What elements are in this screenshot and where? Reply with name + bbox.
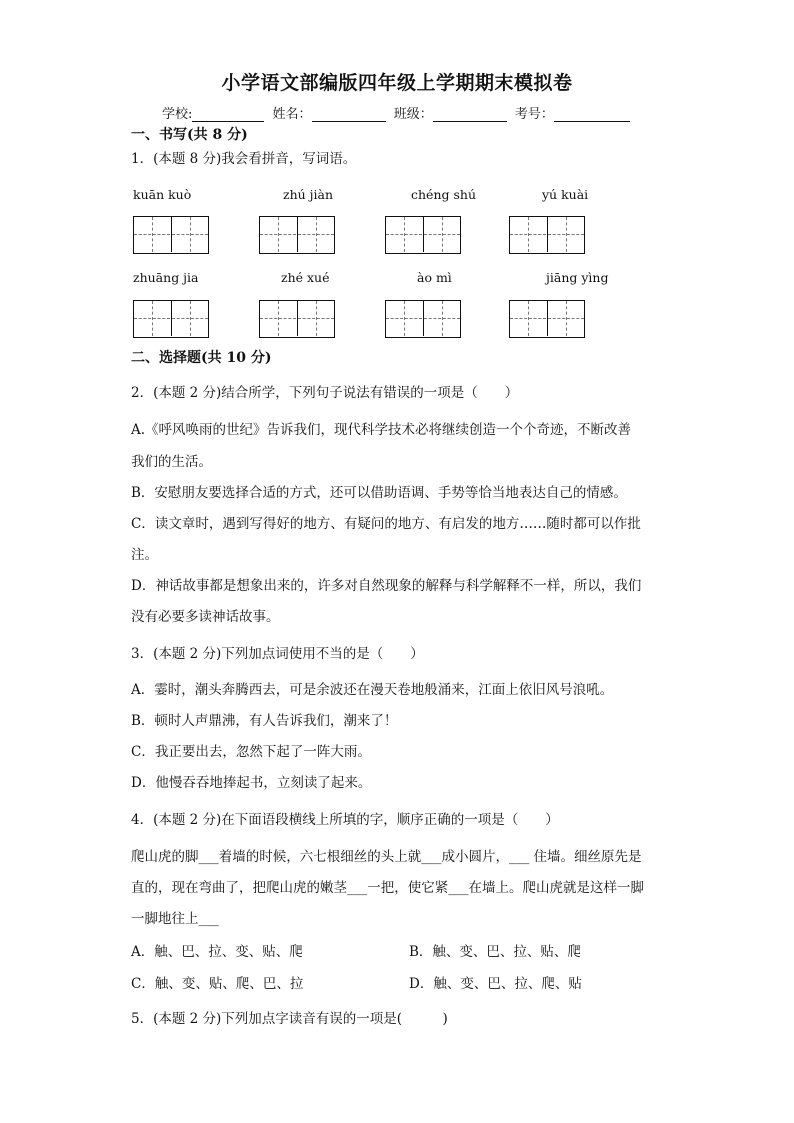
question-4-option-d[interactable]: D．触、变、巴、拉、爬、贴 — [409, 976, 582, 992]
pinyin-7: ào mì — [417, 270, 452, 285]
question-3-option-c[interactable]: C．我正要出去，忽然下起了一阵大雨。 — [131, 744, 371, 760]
id-label: 考号： — [514, 107, 554, 122]
name-blank — [312, 107, 386, 122]
pinyin-6: zhé xué — [281, 270, 330, 285]
question-4-passage-line-3: 一脚地往上___ — [131, 911, 219, 927]
question-3-option-d[interactable]: D．他慢吞吞地捧起书，立刻读了起来。 — [131, 775, 372, 791]
class-label: 班级： — [393, 107, 433, 122]
pinyin-3: chéng shú — [411, 187, 476, 202]
writing-box-2[interactable] — [259, 216, 335, 254]
writing-box-5[interactable] — [133, 300, 209, 338]
question-2-option-a[interactable]: A.《呼风唤雨的世纪》告诉我们，现代科学技术必将继续创造一个个奇迹，不断改善 — [131, 422, 632, 438]
school-label: 学校: — [162, 107, 193, 122]
name-label: 姓名： — [272, 107, 312, 122]
page-title: 小学语文部编版四年级上学期期末模拟卷 — [221, 72, 573, 94]
question-2-option-d-cont: 没有必要多读神话故事。 — [131, 609, 280, 625]
question-2-option-a-cont: 我们的生活。 — [131, 454, 212, 470]
pinyin-2: zhú jiàn — [283, 187, 334, 202]
student-info-line — [162, 103, 634, 122]
question-1-stem: 1．(本题 8 分)我会看拼音，写词语。 — [131, 151, 357, 167]
question-4-option-a[interactable]: A．触、巴、拉、变、贴、爬 — [131, 944, 303, 960]
question-3-option-a[interactable]: A．霎时，潮头奔腾西去，可是余波还在漫天卷地般涌来，江面上依旧风号浪吼。 — [131, 682, 614, 698]
section-1-heading: 一、书写(共 8 分) — [131, 127, 248, 143]
writing-box-6[interactable] — [259, 300, 335, 338]
question-5-stem: 5．(本题 2 分)下列加点字读音有误的一项是( ) — [131, 1011, 448, 1027]
pinyin-5: zhuāng jia — [133, 270, 199, 285]
writing-box-7[interactable] — [385, 300, 461, 338]
question-2-stem: 2．(本题 2 分)结合所学，下列句子说法有错误的一项是（ ） — [131, 385, 519, 401]
class-blank — [433, 107, 507, 122]
question-2-option-c-cont: 注。 — [131, 547, 158, 563]
question-4-stem: 4．(本题 2 分)在下面语段横线上所填的字，顺序正确的一项是（ ） — [131, 812, 559, 828]
question-4-option-c[interactable]: C．触、变、贴、爬、巴、拉 — [131, 976, 304, 992]
writing-box-3[interactable] — [385, 216, 461, 254]
question-4-passage-line-2: 直的，现在弯曲了，把爬山虎的嫩茎___一把，使它紧___在墙上。爬山虎就是这样一脚 — [131, 880, 644, 896]
question-2-option-c[interactable]: C．读文章时，遇到写得好的地方、有疑问的地方、有启发的地方……随时都可以作批 — [131, 516, 641, 532]
question-4-option-b[interactable]: B．触、变、巴、拉、贴、爬 — [409, 944, 581, 960]
section-2-heading: 二、选择题(共 10 分) — [131, 350, 272, 366]
pinyin-8: jiāng yìng — [546, 270, 609, 285]
question-3-option-b[interactable]: B．顿时人声鼎沸，有人告诉我们，潮来了！ — [131, 713, 398, 729]
school-blank — [192, 107, 264, 122]
question-3-stem: 3．(本题 2 分)下列加点词使用不当的是（ ） — [131, 646, 424, 662]
pinyin-1: kuān kuò — [133, 187, 192, 202]
question-2-option-d[interactable]: D．神话故事都是想象出来的，许多对自然现象的解释与科学解释不一样，所以，我们 — [131, 578, 642, 594]
pinyin-4: yú kuài — [542, 187, 589, 202]
writing-box-8[interactable] — [509, 300, 585, 338]
question-2-option-b[interactable]: B．安慰朋友要选择合适的方式，还可以借助语调、手势等恰当地表达自己的情感。 — [131, 485, 627, 501]
question-4-passage-line-1: 爬山虎的脚___着墙的时候，六七根细丝的头上就___成小圆片，___ 住墙。细丝原先是 — [131, 849, 642, 865]
writing-box-4[interactable] — [509, 216, 585, 254]
id-blank — [554, 107, 630, 122]
writing-box-1[interactable] — [133, 216, 209, 254]
